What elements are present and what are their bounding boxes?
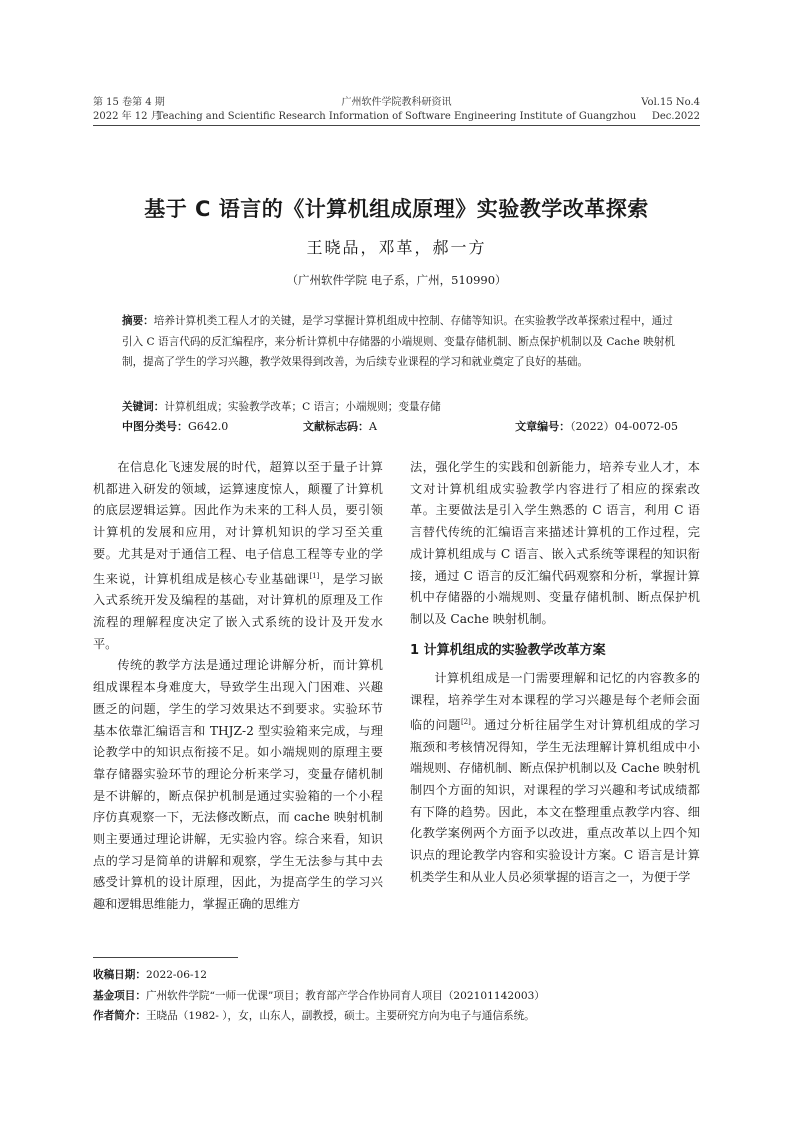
body-paragraph: 在信息化飞速发展的时代，超算以至于量子计算机都进入研发的领域，运算速度惊人，颠覆了计算机的底层逻辑运算。因此作为未来的工科人员，要引领计算机的发展和应用，对计算机知识的学习至关重要。尤其是对于通信工程、电子信息工程等专业的学生来说，计算机组成是核心专业基础课[1]，是学习嵌入式系统开发及编程的基础，对计算机的原理及工作流程的理解程度决定了嵌入式系统的设计及开发水平。 [93,460,384,651]
fund-project: 基金项目：广州软件学院“一师一优课”项目；教育部产学合作协同育人项目（202101142003） [93,989,545,1002]
body-paragraph: 计算机组成是一门需要理解和记忆的内容教多的课程，培养学生对本课程的学习兴趣是每个老师会面临的问题[2]。通过分析往届学生对计算机组成的学习瓶颈和考核情况得知，学生无法理解计算机组成中小端规则、存储机制、断点保护机制以及 Cache 映射机制四个方面的知识，对课程的学习兴趣和考试成绩都有下降的趋势。因此，本文在整理重点教学内容、细化教学案例两个方面予以改进，重点改革以上四个知识点的理论教学内容和实验设计方案。C 语言是计算机类学生和从业人员必须掌握的语言之一，为便于学 [410,671,701,884]
issue-volume: 第 15 卷第 4 期 [93,97,165,108]
journal-name-cn: 广州软件学院教科研资讯 [341,97,452,108]
keywords [122,397,678,418]
keywords-label: 关键词： [122,401,165,413]
doc-code-label: 文献标志码： [303,420,369,433]
affiliation: （广州软件学院 电子系，广州，510990） [286,273,507,287]
issue-volume-en: Vol.15 No.4 [641,97,700,108]
issue-date-en: Dec.2022 [651,111,700,122]
keywords-text: 计算机组成；实验教学改革；C 语言；小端规则；变量存储 [164,401,441,413]
journal-name-en: Teaching and Scientific Research Information of Software Engineering Institute of Guangzhou [156,111,637,122]
paper-authors: 王晓品，邓革，郝一方 [306,238,487,257]
header-center [93,96,700,124]
body-column-left [93,457,383,916]
citation: [1] [309,571,320,580]
doc-code-value: A [369,420,377,433]
body-column-right [410,457,700,888]
abstract-text: 培养计算机类工程人才的关键，是学习掌握计算机组成中控制、存储等知识。在实验教学改革探索过程中，通过引入 C 语言代码的反汇编程序，来分析计算机中存储器的小端规则、变量存储机制、断点保护机制以及 Cache 映射机制，提高了学生的学习兴趣，教学效果得到改善，为后续专业课程的学习和就业奠定了良好的基础。 [122,315,675,368]
article-number-label: 文章编号： [515,420,571,433]
article-number-value: （2022）04-0072-05 [570,420,678,433]
section-heading: 1 计算机组成的实验教学改革方案 [410,642,606,658]
abstract-label: 摘要： [122,315,154,327]
footnote [93,965,703,1027]
body-paragraph: 法，强化学生的实践和创新能力，培养专业人才，本文对计算机组成实验教学内容进行了相应的探索改革。主要做法是引入学生熟悉的 C 语言，利用 C 语言替代传统的汇编语言来描述计算机的工作过程，完成计算机组成与 C 语言、嵌入式系统等课程的知识衔接，通过 C 语言的反汇编代码观察和分析，掌握计算机中存储器的小端规则、变量存储机制、断点保护机制以及 Cache 映射机制。 [410,460,700,626]
received-date: 收稿日期：2022-06-12 [93,969,208,981]
footnote-rule [93,957,238,958]
clc-value: G642.0 [188,420,229,433]
clc-label: 中图分类号： [122,420,188,433]
running-header [93,96,700,126]
body-paragraph: 传统的教学方法是通过理论讲解分析，而计算机组成课程本身难度大，导致学生出现入门困难、兴趣匮乏的问题，学生的学习效果达不到要求。实验环节基本依靠汇编语言和 THJZ-2 型实验箱来完成，与理论教学中的知识点衔接不足。如小端规则的原理主要靠存储器实验环节的理论分析来学习，变量存储机制是不讲解的，断点保护机制是通过实验箱的一个小程序仿真观察一下，无法修改断点，而 cache 映射机制则主要通过理论讲解，无实验内容。综合来看，知识点的学习是简单的讲解和观察，学生无法参与其中去感受计算机的设计原理，因此，为提高学生的学习兴趣和逻辑思维能力，掌握正确的思维方 [93,658,383,912]
header-rule [93,125,700,126]
header-right [641,96,700,124]
citation: [2] [460,717,471,726]
paper-title: 基于 C 语言的《计算机组成原理》实验教学改革探索 [144,197,649,221]
issue-date: 2022 年 12 月 [93,111,161,122]
author-bio: 作者简介：王晓品（1982- ），女，山东人，副教授，硕士。主要研究方向为电子与通信系统。 [93,1010,535,1022]
abstract [122,311,678,373]
